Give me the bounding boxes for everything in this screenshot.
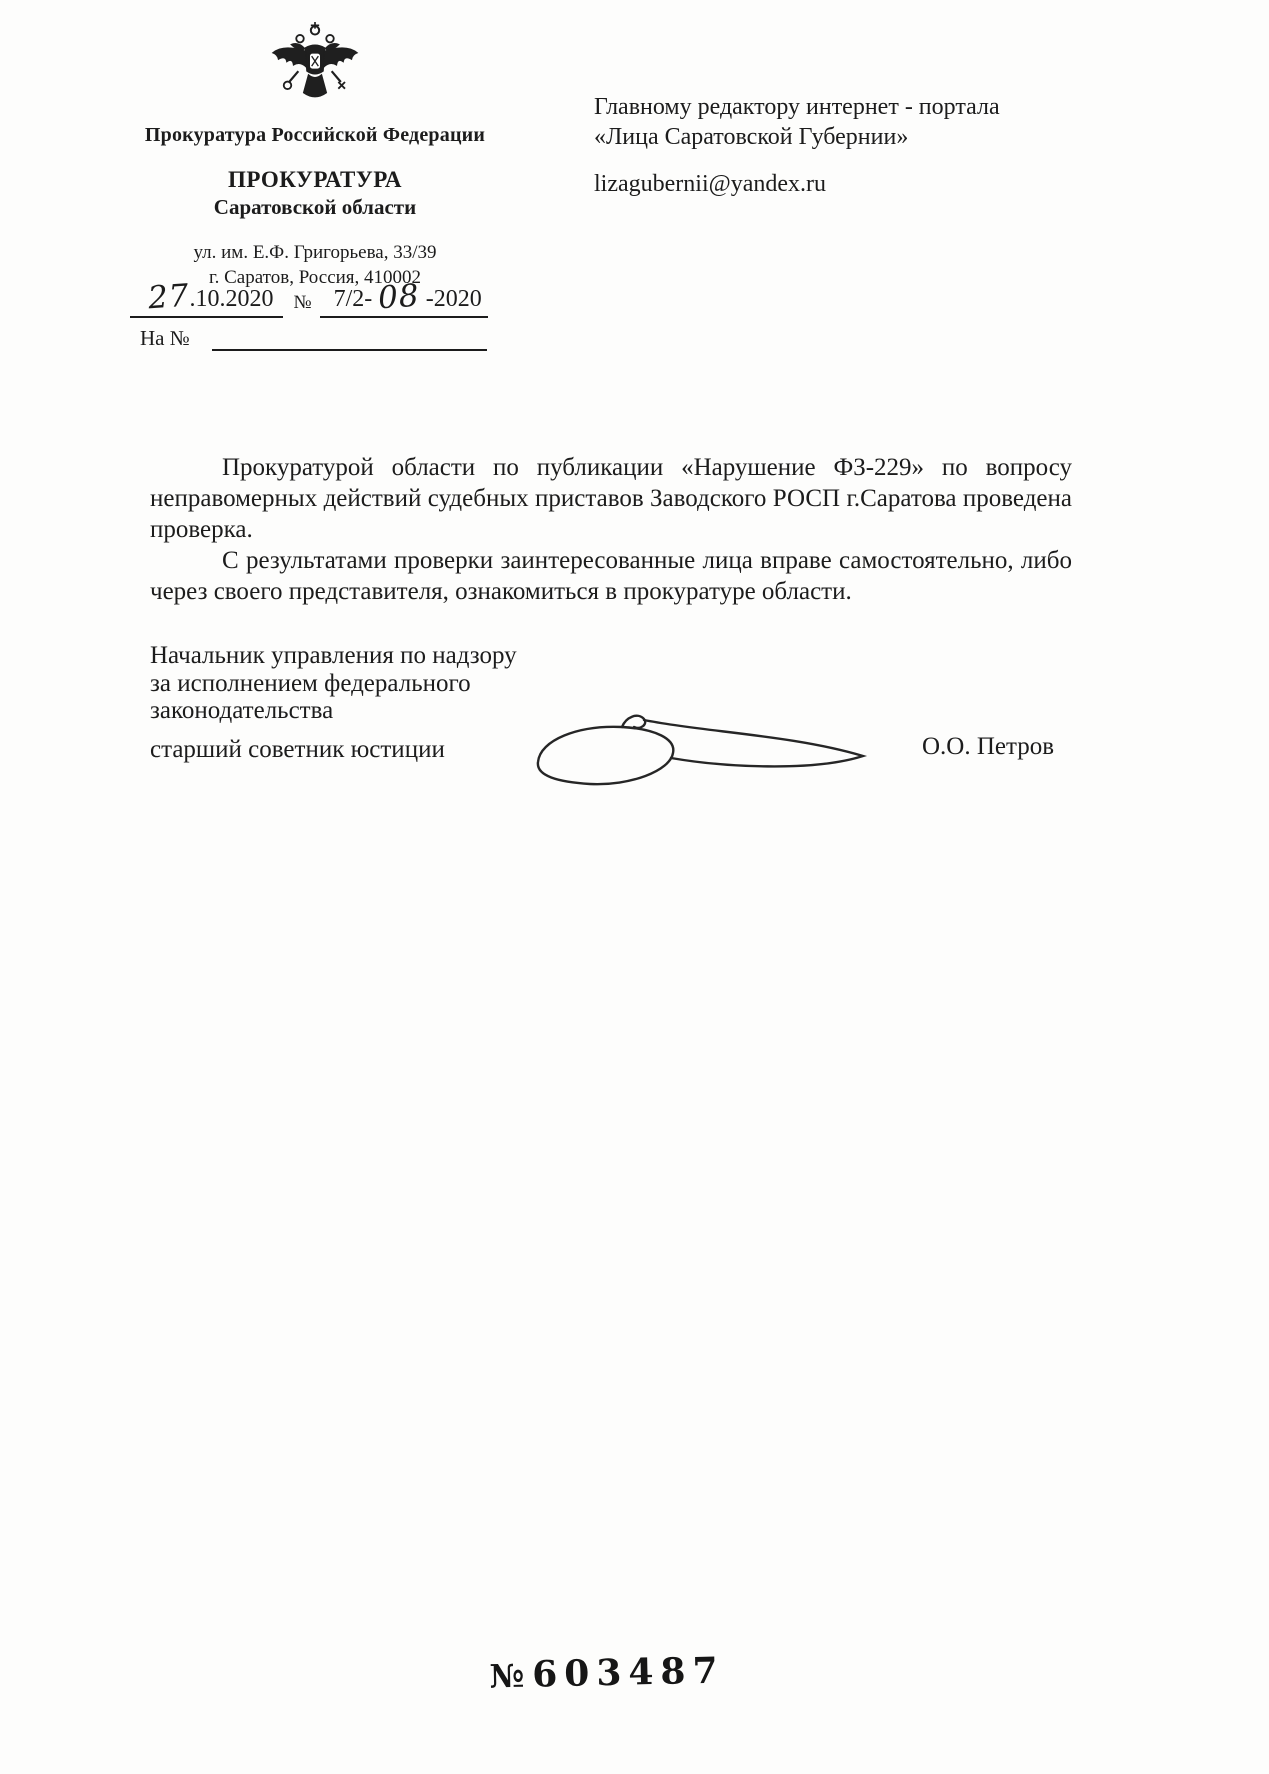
registration-stamp: [452, 1649, 763, 1697]
recipient-email: lizagubernii@yandex.ru: [594, 171, 827, 197]
body-paragraph-1: Прокуратурой области по публикации «Нарушение ФЗ-229» по вопросу неправомерных действий судебных приставов Заводского РОСП г.Саратова проведена проверка.: [150, 454, 1072, 543]
org-address-line1: ул. им. Е.Ф. Григорьева, 33/39: [193, 242, 437, 263]
signer-title-line2: за исполнением федерального: [150, 669, 471, 697]
org-federation-title: Прокуратура Российской Федерации: [144, 124, 486, 146]
doc-number-prefix: 7/2-: [333, 286, 373, 312]
doc-number-suffix: -2020: [425, 286, 482, 312]
org-region: Саратовской области: [213, 195, 417, 219]
letterhead: [128, 20, 502, 290]
org-address-line2: г. Саратов, Россия, 410002: [208, 267, 422, 288]
recipient-block: [594, 92, 1074, 199]
document-number: [320, 278, 488, 318]
handwritten-day: 27: [146, 277, 191, 317]
recipient-line1: Главному редактору интернет - портала: [594, 94, 1000, 120]
signer-title-line3: законодательства: [150, 697, 334, 724]
number-sign: №: [293, 292, 312, 313]
signer-name: О.О. Петров: [922, 733, 1055, 760]
body-paragraph-2: С результатами проверки заинтересованные лица вправе самостоятельно, либо через своего представителя, ознакомиться в прокуратуре области.: [150, 547, 1072, 605]
double-headed-eagle-icon: [265, 20, 365, 114]
signature-block: [150, 642, 517, 763]
stamp-registration-number: 603487: [531, 1649, 725, 1696]
handwritten-signature-icon: [528, 710, 876, 798]
signer-rank: старший советник юстиции: [150, 735, 445, 763]
handwritten-number-part: 08: [377, 277, 421, 317]
stamp-number-sign: №: [489, 1656, 527, 1696]
printed-date-part: .10.2020: [189, 286, 274, 312]
signer-title-line1: Начальник управления по надзору: [150, 642, 517, 669]
in-reply-to-blank-line: [212, 329, 487, 351]
in-reply-to-label: На №: [140, 326, 190, 350]
org-name: ПРОКУРАТУРА: [228, 167, 402, 192]
letter-body: [150, 452, 1072, 607]
document-date: [130, 278, 283, 318]
recipient-line2: «Лица Саратовской Губернии»: [594, 124, 909, 150]
reference-row: [130, 278, 520, 318]
in-reply-to-row: [140, 326, 487, 351]
